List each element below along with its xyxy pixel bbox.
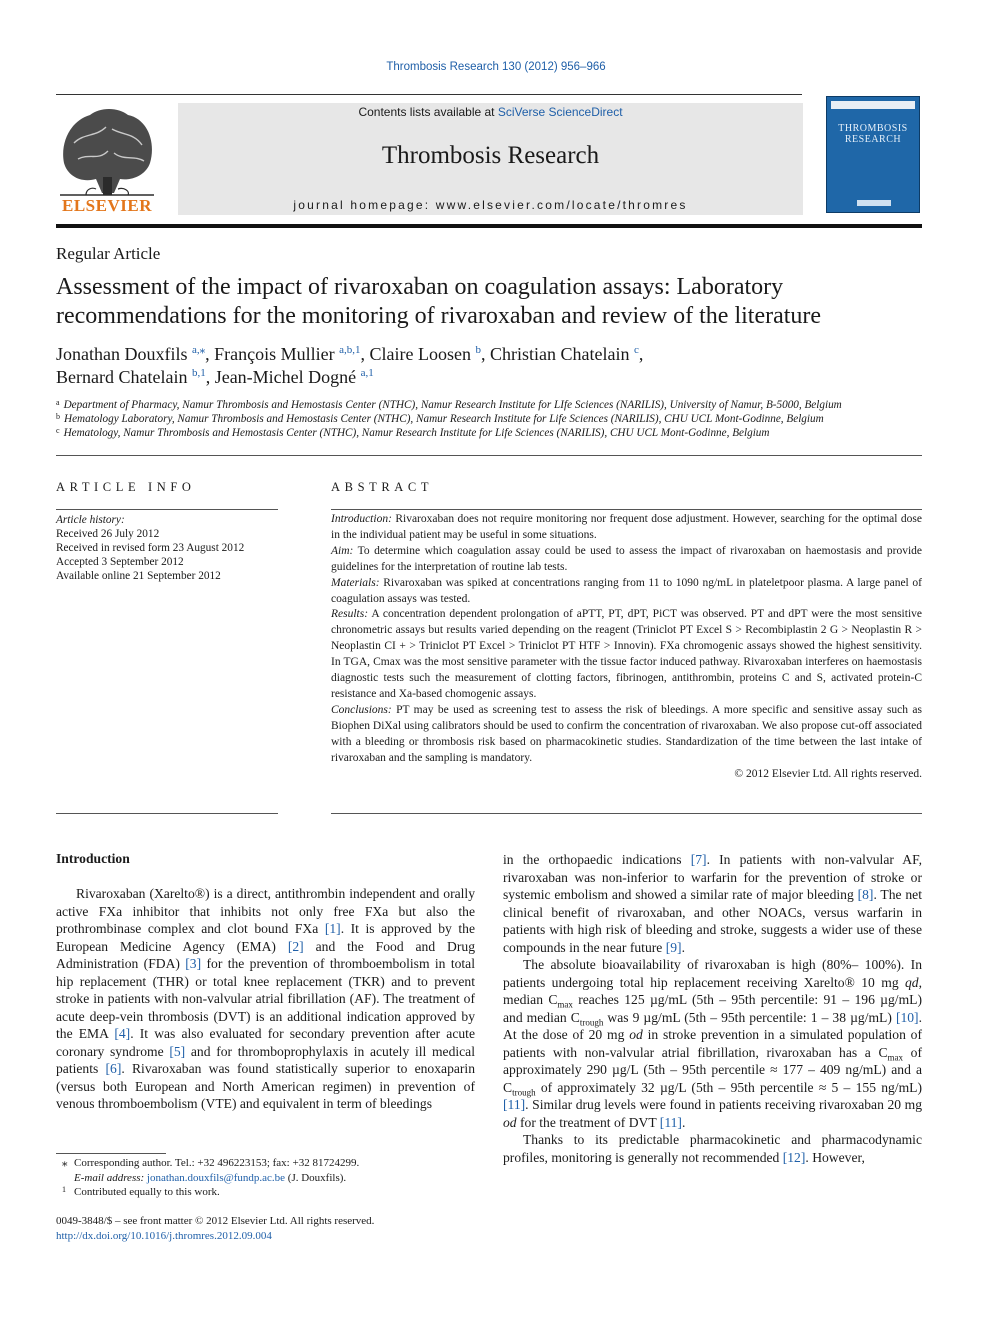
body-text: in stroke prevention in a simulated population of patients with non-valvular atrial fibrillation, rivaroxaban has a C — [503, 1027, 922, 1060]
journal-homepage[interactable]: journal homepage: www.elsevier.com/locate/thromres — [293, 198, 688, 212]
author-name[interactable]: Jonathan Douxfils — [56, 344, 188, 364]
article-title: Assessment of the impact of rivaroxaban on coagulation assays: Laboratory recommendations for the monitoring of rivaroxaban and review of the literature — [56, 274, 822, 329]
journal-title: Thrombosis Research — [381, 142, 600, 169]
citation-ref[interactable]: [11] — [659, 1114, 682, 1130]
article-info-heading: ARTICLE INFO — [56, 480, 196, 494]
citation-ref[interactable]: [3] — [185, 956, 202, 971]
footnote-text: Contributed equally to this work. — [74, 1186, 220, 1198]
abstract-label: Materials: — [331, 576, 380, 589]
abstract-text: Rivaroxaban was spiked at concentrations ranging from 11 to 1090 ng/mL in plateletpoor plasma. A large panel of coagulation assays was tested. — [331, 576, 922, 605]
body-text: . — [681, 939, 685, 955]
subscript: trough — [579, 1017, 604, 1028]
history-label: Article history: — [56, 514, 125, 526]
abstract-materials — [331, 576, 922, 608]
body-text: Thanks to its predictable pharmacokinetic and pharmacodynamic profiles, monitoring is generally not recommended — [503, 1132, 922, 1165]
body-text-italic: od — [503, 1114, 517, 1130]
body-paragraph — [56, 885, 475, 1113]
affiliation-item — [56, 398, 922, 412]
body-text: and for thromboprophylaxis in acutely ill medical patients — [56, 1043, 475, 1076]
body-text: . However, — [805, 1149, 865, 1165]
author-name[interactable]: Bernard Chatelain — [56, 367, 188, 387]
author-affiliation-mark[interactable]: b,1 — [191, 367, 206, 379]
body-paragraph — [503, 851, 922, 956]
citation-ref[interactable]: [1] — [324, 921, 341, 936]
affiliation-text: Hematology Laboratory, Namur Thrombosis and Hemostasis Center (NTHC), Namur Research Institute for Life Sciences (NARILIS), CHU UCL Mont-Godinne, Belgium — [64, 413, 824, 425]
body-text: reaches 125 µg/mL (5th – 95th percentile: 91 – 196 µg/mL) and median C — [503, 992, 922, 1025]
citation-ref[interactable]: [6] — [105, 1061, 122, 1076]
author-affiliation-mark[interactable]: a,1 — [360, 367, 374, 379]
affiliation-text: Hematology, Namur Thrombosis and Hemostasis Center (NTHC), Namur Research Institute for Life Sciences (NARILIS), CHU UCL Mont-Godinne, Belgium — [63, 427, 770, 439]
abstract-label: Aim: — [331, 544, 354, 557]
masthead-bottom-rule — [56, 224, 922, 228]
body-text: , median C — [503, 974, 922, 1007]
email-label: E-mail address: — [74, 1171, 145, 1184]
footnote-mark: ⁎ — [62, 1157, 68, 1169]
subscript: max — [887, 1052, 904, 1063]
issn-line: 0049-3848/$ – see front matter © 2012 Elsevier Ltd. All rights reserved. — [56, 1215, 375, 1227]
body-text: . Similar drug levels were found in patients receiving rivaroxaban 20 mg — [525, 1097, 922, 1112]
footnote-mark: 1 — [62, 1185, 66, 1194]
cover-title-line2: RESEARCH — [844, 134, 902, 145]
cover-title-line1: THROMBOSIS — [838, 123, 908, 134]
author-affiliation-mark[interactable]: a,b,1 — [339, 344, 361, 356]
footnote-email — [56, 1171, 475, 1186]
contents-line — [178, 105, 803, 119]
citation-ref[interactable]: [10] — [895, 1009, 919, 1025]
author-separator: , — [480, 344, 490, 364]
body-column-left — [56, 885, 475, 1113]
body-text: of approximately 32 µg/L (5th – 95th percentile ≈ 5 – 155 ng/mL) — [535, 1079, 922, 1095]
article-history — [56, 513, 278, 583]
elsevier-wordmark: ELSEVIER — [62, 196, 152, 215]
abstract-label: Introduction: — [331, 513, 392, 525]
body-text: in the orthopaedic indications — [503, 852, 691, 867]
body-text: for the prevention of thromboembolism in total hip replacement (THR) or total knee replacement (TKR) and to prevent stroke in patients with non-valvular atrial fibrillation (AF). The treatment of acute deep-vein thrombosis (DVT) is an additional indication approved by the EMA — [56, 956, 475, 1041]
author-name[interactable]: Claire Loosen — [369, 344, 471, 364]
body-text: . — [681, 1114, 686, 1130]
body-text: for the treatment of DVT — [516, 1114, 660, 1130]
body-text: . It was also evaluated for secondary prevention after acute coronary syndrome — [56, 1026, 475, 1059]
body-text: . The net clinical benefit of rivaroxaban, and other NOACs, versus warfarin in patients with high risk of bleeding and stroke, suggests a wider use of these compounds in the near future — [503, 887, 922, 955]
footnote-corresponding — [56, 1156, 475, 1171]
abstract-label: Results: — [331, 608, 369, 621]
author-name[interactable]: François Mullier — [214, 344, 335, 364]
abstract-end-rule — [331, 813, 922, 814]
abstract-text: PT may be used as screening test to assess the risk of bleedings. A more specific and sensitive assay such as Biophen DiXal using calibrators should be used to confirm the concentration of rivaroxaban. We also propose cut-off associated with a bleeding or thrombosis risk based on pharmacokinetic studies. Standardization of the time between the last intake of rivaroxaban and the sampling is mandatory. — [331, 703, 922, 764]
subscript: max — [557, 999, 573, 1010]
body-text: . It is approved by the European Medicine Agency (EMA) — [56, 921, 475, 954]
citation-ref[interactable]: [11] — [503, 1097, 526, 1112]
history-accepted: Accepted 3 September 2012 — [56, 556, 184, 568]
body-text: of approximately 290 µg/L (5th – 95th percentile ≈ 177 – 409 ng/mL) and a C — [503, 1044, 922, 1095]
affiliations — [56, 398, 922, 440]
doi-link[interactable]: http://dx.doi.org/10.1016/j.thromres.2012.09.004 — [56, 1229, 272, 1242]
affiliation-text: Department of Pharmacy, Namur Thrombosis and Hemostasis Center (NTHC), Namur Research Institute for LIfe Sciences (NARILIS), University of Namur, B-5000, Belgium — [63, 399, 842, 411]
article-info-rule — [56, 509, 278, 510]
author-affiliation-mark[interactable]: a,⁎ — [191, 344, 206, 356]
citation-ref[interactable]: [9] — [665, 939, 682, 955]
citation-ref[interactable]: [5] — [169, 1043, 186, 1059]
abstract-conclusions — [331, 703, 922, 767]
abstract-label: Conclusions: — [331, 703, 392, 716]
abstract-text: To determine which coagulation assay could be used to assess the impact of rivaroxaban on haemostasis and provide guidelines for the interpretation of routine lab tests. — [331, 544, 922, 573]
body-column-right — [503, 851, 922, 1166]
abstract-rule — [331, 509, 922, 510]
author-name[interactable]: Jean-Michel Dogné — [214, 367, 357, 387]
affiliation-mark: b — [56, 412, 60, 421]
body-text: . In patients with non-valvular AF, rivaroxaban was non-inferior to warfarin for the prevention of stroke or systemic embolism and showed a similar rate of major bleeding — [503, 852, 922, 902]
header-divider — [56, 455, 922, 456]
footnote-text: (J. Douxfils). — [285, 1171, 347, 1184]
citation-ref[interactable]: [8] — [857, 887, 874, 902]
elsevier-logo[interactable] — [56, 103, 158, 215]
masthead-top-rule — [56, 94, 802, 95]
author-separator: , — [638, 344, 644, 364]
contents-prefix: Contents lists available at — [358, 105, 498, 119]
author-separator: , — [360, 344, 370, 364]
abstract-text: A concentration dependent prolongation of aPTT, PT, dPT, PiCT was observed. PT and dPT were the most sensitive chronometric assays but results varied depending on the reagent (Triniclot PT Excel S > Recombiplastin 2 G > Neoplastin R > Neoplastin CI + > Triniclot PT Excel > Triniclot PT HTF > Innovin). FXa chromogenic assays showed the highest sensitivity. In TGA, Cmax was the most sensitive parameter with the tissue factor induced pathway. Rivaroxaban interferes on haemostasis diagnostic tests such the measurement of clotting factors, fibrinogen, antithrombin, proteins C and S, activated protein-C resistance and Xa-based chomogenic assays. — [331, 608, 922, 700]
body-text: . Rivaroxaban was found statistically superior to enoxaparin (versus both European and North American regimen) in prevention of venous thromboembolism (VTE) and equivalent in term of bleedings — [56, 1061, 475, 1111]
abstract-copyright: © 2012 Elsevier Ltd. All rights reserved. — [734, 767, 922, 780]
body-text: was 9 µg/mL (5th – 95th percentile: 1 – 38 µg/mL) — [603, 1009, 896, 1025]
abstract-body — [331, 512, 922, 782]
journal-citation[interactable]: Thrombosis Research 130 (2012) 956–966 — [386, 61, 606, 73]
section-heading-introduction: Introduction — [56, 851, 130, 866]
body-text: The absolute bioavailability of rivaroxaban is high (80%– 100%). In patients undergoing total hip replacement receiving Xarelto® 10 mg — [503, 957, 922, 990]
body-paragraph — [503, 956, 922, 1131]
citation-ref[interactable]: [12] — [782, 1149, 806, 1165]
abstract-text: Rivaroxaban does not require monitoring nor frequent dose adjustment. However, searching for the optimal dose in the individual patient may be useful in some situations. — [331, 513, 922, 541]
author-separator: , — [205, 367, 215, 387]
journal-cover-thumbnail[interactable] — [826, 96, 920, 213]
affiliation-mark: c — [56, 426, 60, 435]
body-paragraph — [503, 1131, 922, 1166]
citation-ref[interactable]: [4] — [114, 1026, 131, 1041]
footnote-text: Corresponding author. Tel.: +32 496223153; fax: +32 81724299. — [74, 1157, 360, 1169]
history-revised: Received in revised form 23 August 2012 — [56, 542, 245, 554]
history-received: Received 26 July 2012 — [56, 528, 160, 540]
article-info-end-rule — [56, 813, 278, 814]
body-text-italic: qd — [905, 974, 919, 990]
abstract-aim — [331, 544, 922, 576]
author-affiliation-mark[interactable]: c — [633, 344, 639, 356]
cover-strip — [831, 101, 915, 109]
author-name[interactable]: Christian Chatelain — [489, 344, 630, 364]
email-link[interactable]: jonathan.douxfils@fundp.ac.be — [146, 1171, 286, 1184]
body-text: and the Food and Drug Administration (FDA) — [56, 938, 475, 971]
author-separator: , — [205, 344, 215, 364]
footnotes — [56, 1156, 475, 1200]
cover-publisher-mark — [857, 200, 891, 206]
affiliation-mark: a — [56, 398, 60, 407]
author-affiliation-mark[interactable]: b — [475, 344, 481, 356]
body-text-italic: od — [629, 1027, 643, 1042]
history-online: Available online 21 September 2012 — [56, 570, 221, 582]
citation-ref[interactable]: [7] — [690, 852, 707, 867]
affiliation-item — [56, 412, 922, 426]
footnote-rule — [56, 1153, 166, 1154]
bottom-metadata — [56, 1214, 475, 1243]
body-text: . At the dose of 20 mg — [503, 1009, 922, 1042]
author-list — [56, 343, 922, 389]
cover-title — [827, 123, 919, 145]
article-type: Regular Article — [56, 244, 161, 263]
affiliation-item — [56, 426, 922, 440]
footnote-equal-contribution — [56, 1185, 475, 1200]
subscript: trough — [512, 1087, 536, 1098]
sciencedirect-link[interactable]: SciVerse ScienceDirect — [497, 105, 623, 119]
body-text: Rivaroxaban (Xarelto®) is a direct, antithrombin independent and orally active FXa inhibitor that inhibits not only free FXa but also the prothrombinase complex and clot bound FXa — [56, 886, 475, 936]
abstract-introduction — [331, 512, 922, 544]
abstract-heading: ABSTRACT — [331, 480, 434, 494]
citation-ref[interactable]: [2] — [287, 938, 304, 954]
abstract-results — [331, 607, 922, 702]
